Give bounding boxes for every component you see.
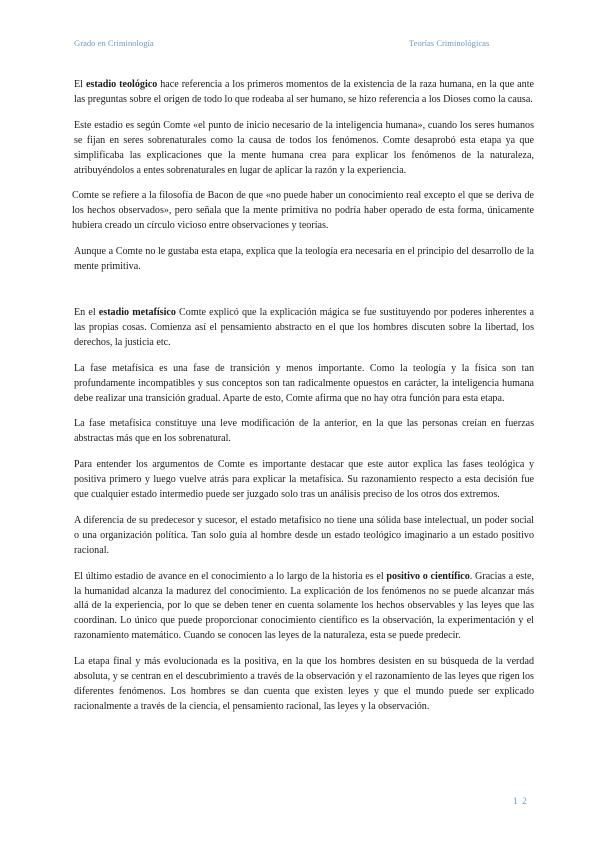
- paragraph-difference: A diferencia de su predecesor y sucesor, el estado metafísico no tiene una sólida base intelectual, un poder social o una organización política. Tan solo guía al hombre desde un estado teológico imaginario a un estado positivo racional.: [74, 514, 534, 556]
- paragraph-metaphysical-intro: En el estadio metafísico Comte explicó que la explicación mágica se fue sustituyendo por poderes inherentes a las propias cosas. Comienza así el pensamiento abstracto en el que los hombres discuten sobre la libertad, los derechos, la justicia etc.: [74, 306, 534, 348]
- paragraph-positive-intro: El último estadio de avance en el conocimiento a lo largo de la historia es el positivo o científico. Gracias a este, la humanidad alcanza la madurez del conocimiento. La explicación de los fenómenos no se puede alcanzar más allá de la experiencia, por lo que se deben tener en cuenta solamente los hechos observables y las leyes que las coordinan. Lo único que puede proporcionar conocimiento científico es la observación, la experimentación y el razonamiento matemático. Cuando se conocen las leyes de la naturaleza, esta se puede predecir.: [74, 570, 534, 642]
- header-course: Grado en Criminología: [74, 38, 154, 48]
- paragraph-modification: La fase metafísica constituye una leve modificación de la anterior, en la que las personas creían en fuerzas abstractas más que en los sobrenatural.: [74, 418, 534, 445]
- page-header: [74, 38, 526, 52]
- paragraph-theology-necessary: Aunque a Comte no le gustaba esta etapa, explica que la teología era necesaria en el principio del desarrollo de la mente primitiva.: [74, 246, 534, 273]
- paragraph-comte-arguments: Para entender los argumentos de Comte es importante destacar que este autor explica las fases teológica y positiva primero y luego vuelve atrás para explicar la metafísica. Su razonamiento respecto a esta decisión fue que cualquier estado intermedio puede ser juzgado solo tras un análisis preciso de los otros dos extremos.: [74, 459, 534, 501]
- page-number: 1 2: [513, 797, 528, 807]
- paragraph-final-stage: La etapa final y más evolucionada es la positiva, en la que los hombres desisten en su búsqueda de la verdad absoluta, y se centran en el descubrimiento a través de la observación y el razonamiento de las leyes que rigen los diferentes fenómenos. Los hombres se dan cuenta que existen leyes y que el mundo puede ser explicado racionalmente a través de la ciencia, el pensamiento racional, las leyes y la observación.: [74, 656, 534, 712]
- header-subject: Teorías Criminológicas: [409, 38, 490, 48]
- term-metaphysical-stage: estadio metafísico: [98, 306, 176, 318]
- term-theological-stage: estadio teológico: [85, 79, 158, 90]
- paragraph-transition-phase: La fase metafísica es una fase de transición y menos importante. Como la teología y la física son tan profundamente incompatibles y sus conceptos son tan radicalmente opuestos en carácter, la inteligencia humana debe realizar una transición gradual. Aparte de esto, Comte afirma que no hay otra función para esta etapa.: [74, 362, 534, 404]
- paragraph-theological-intro: El estadio teológico hace referencia a los primeros momentos de la existencia de la raza humana, en la que ante las preguntas sobre el origen de todo lo que rodeaba al ser humano, se hizo referencia a los Dioses como la causa.: [74, 79, 534, 105]
- term-positive-stage: positivo o científico: [386, 570, 470, 582]
- document-body: [74, 78, 534, 715]
- paragraph-bacon: Comte se refiere a la filosofía de Bacon de que «no puede haber un conocimiento real excepto el que se deriva de los hechos observados», pero señala que la mente primitiva no podría haber operado de esta forma, únicamente hubiera creado un círculo vicioso entre observaciones y teorías.: [72, 190, 534, 232]
- paragraph-theological-comte: Este estadio es según Comte «el punto de inicio necesario de la inteligencia humana», cuando los seres humanos se fijan en seres sobrenaturales como la causa de todos los fenómenos. Comte desaprobó esta etapa ya que simplificaba las explicaciones que la mente humana crea para explicar los fenómenos de la naturaleza, atribuyéndolos a entes sobrenaturales en lugar de aplicar la razón y la experiencia.: [74, 119, 534, 176]
